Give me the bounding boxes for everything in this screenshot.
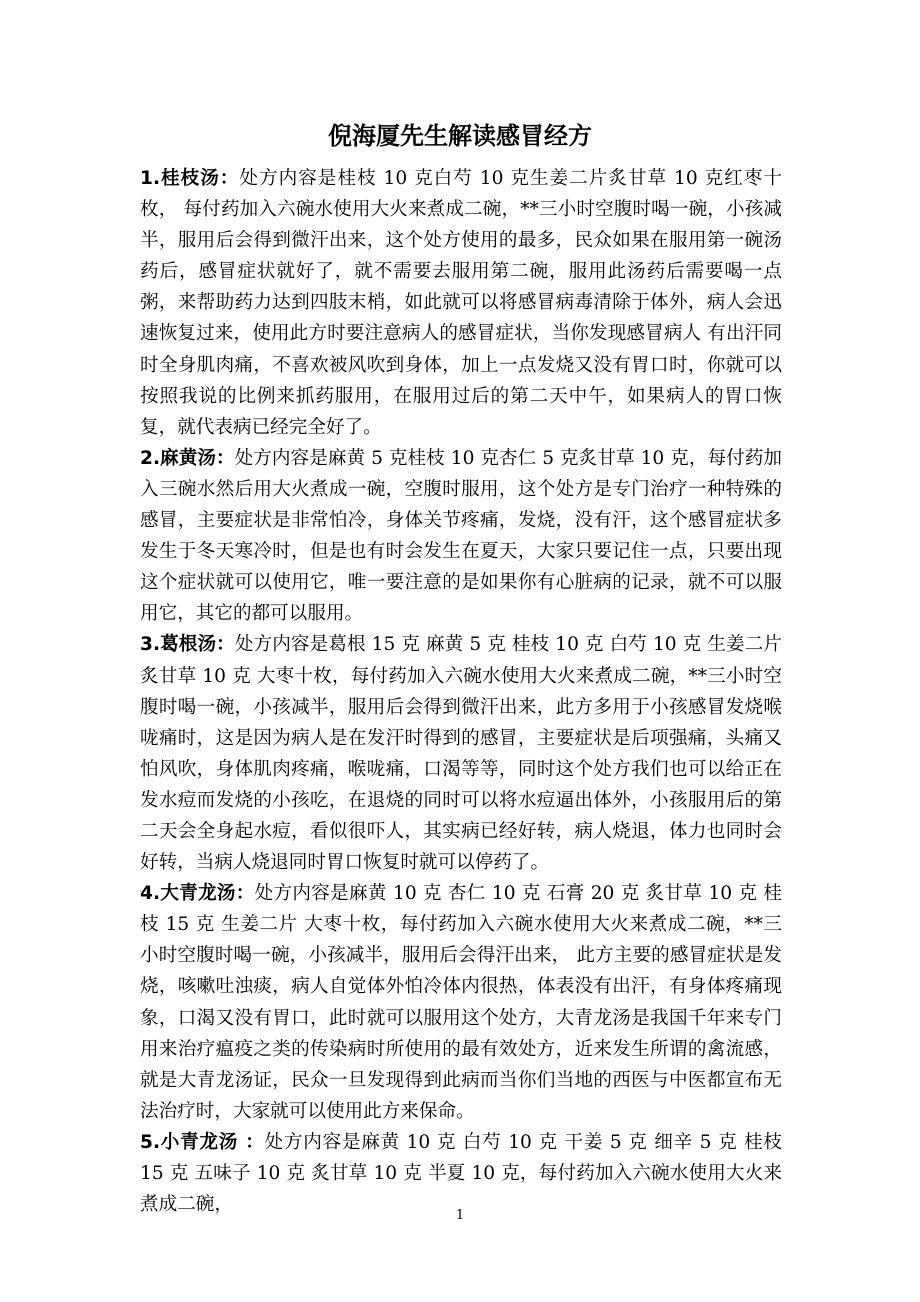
section-text: 处方内容是葛根 15 克 麻黄 5 克 桂枝 10 克 白芍 10 克 生姜二片 炙甘草 10 克 大枣十枚，每付药加入六碗水使用大火来煮成二碗，**三小时空腹时喝一碗，小孩减半，服用后会得到微汗出来，此方多用于小孩感冒发烧喉咙痛时，这是因为病人是在发汗时得到的感冒，主要症状是后项强痛，头痛又怕风吹，身体肌肉疼痛，喉咙痛，口渴等等，同时这个处方我们也可以给正在发水痘而发烧的小孩吃，在退烧的同时可以将水痘逼出体外，小孩服用后的第二天会全身起水痘，看似很吓人，其实病已经好转，病人烧退，体力也同时会好转，当病人烧退同时胃口恢复时就可以停药了。 [140, 634, 782, 874]
section-gegen-tang [140, 629, 782, 878]
section-text: 处方内容是麻黄 10 克 杏仁 10 克 石膏 20 克 炙甘草 10 克 桂枝 15 克 生姜二片 大枣十枚，每付药加入六碗水使用大火来煮成二碗，**三小时空腹时喝一碗，小孩减半，服用后会得汗出来， 此方主要的感冒症状是发烧，咳嗽吐浊痰，病人自觉体外怕冷体内很热，体表没有出汗，有身体疼痛现象，口渴又没有胃口，此时就可以服用这个处方，大青龙汤是我国千年来专门用来治疗瘟疫之类的传染病时所使用的最有效处方，近来发生所谓的禽流感，就是大青龙汤证，民众一旦发现得到此病而当你们当地的西医与中医都宣布无法治疗时，大家就可以使用此方来保命。 [140, 883, 782, 1122]
document-body [140, 163, 782, 1220]
section-label: 4.大青龙汤： [140, 883, 255, 905]
section-text: 处方内容是桂枝 10 克白芍 10 克生姜二片炙甘草 10 克红枣十枚， 每付药加入六碗水使用大火来煮成二碗，**三小时空腹时喝一碗，小孩减半，服用后会得到微汗出来，这个处方使用的最多，民众如果在服用第一碗汤药后，感冒症状就好了，就不需要去服用第二碗，服用此汤药后需要喝一点粥，来帮助药力达到四肢末梢，如此就可以将感冒病毒清除于体外，病人会迅速恢复过来，使用此方时要注意病人的感冒症状，当你发现感冒病人 有出汗同时全身肌肉痛，不喜欢被风吹到身体，加上一点发烧又没有胃口时，你就可以按照我说的比例来抓药服用，在服用过后的第二天中午，如果病人的胃口恢复，就代表病已经完全好了。 [140, 168, 782, 438]
section-da-qinglong-tang [140, 878, 782, 1127]
section-guizhi-tang [140, 163, 782, 443]
section-text: 处方内容是麻黄 5 克桂枝 10 克杏仁 5 克炙甘草 10 克，每付药加入三碗水然后用大火煮成一碗，空腹时服用，这个处方是专门治疗一种特殊的感冒，主要症状是非常怕冷，身体关节疼痛，发烧，没有汗，这个感冒症状多发生于冬天寒冷时，但是也有时会发生在夏天，大家只要记住一点，只要出现这个症状就可以使用它，唯一要注意的是如果你有心脏病的记录，就不可以服用它，其它的都可以服用。 [140, 447, 782, 625]
section-mahuang-tang [140, 443, 782, 630]
section-text: 处方内容是麻黄 10 克 白芍 10 克 干姜 5 克 细辛 5 克 桂枝 15 克 五味子 10 克 炙甘草 10 克 半夏 10 克，每付药加入六碗水使用大火来煮成二碗， [140, 1131, 782, 1216]
section-xiao-qinglong-tang [140, 1127, 782, 1220]
section-label: 1.桂枝汤： [140, 168, 240, 189]
page-number: 1 [455, 1208, 465, 1223]
section-label: 5.小青龙汤 ： [140, 1131, 265, 1153]
section-label: 3.葛根汤： [140, 634, 235, 656]
section-label: 2.麻黄汤： [140, 447, 235, 469]
document-title: 倪海厦先生解读感冒经方 [328, 122, 592, 150]
